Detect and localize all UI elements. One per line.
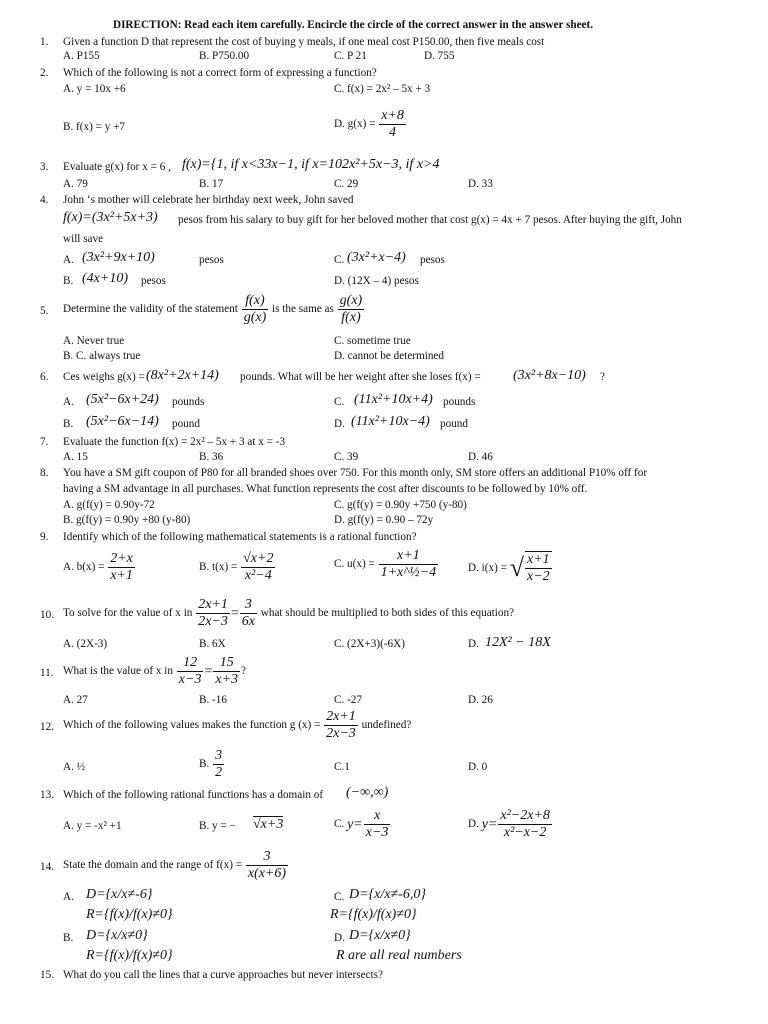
fraction bbox=[525, 551, 552, 585]
item-number: 7. bbox=[40, 436, 49, 448]
option-d: D. cannot be determined bbox=[334, 350, 444, 362]
fraction bbox=[246, 849, 288, 882]
question-text: Identify which of the following mathematical statements is a rational function? bbox=[63, 531, 417, 543]
option-b-label: B. t(x) = bbox=[199, 561, 238, 574]
savings-function: f(x)=(3x²+5x+3) bbox=[63, 210, 158, 225]
denominator: x−3 bbox=[178, 672, 202, 688]
option-c-unit: pounds bbox=[443, 396, 476, 408]
option-c bbox=[334, 548, 439, 581]
option-b-range: R={f(x)/f(x)≠0} bbox=[86, 948, 173, 963]
option-a-label: A. bbox=[63, 254, 74, 266]
option-d-label: D. bbox=[468, 818, 479, 831]
item-number: 12. bbox=[40, 721, 54, 733]
numerator: 12 bbox=[177, 655, 204, 672]
denominator: g(x) bbox=[243, 310, 267, 326]
option-d-label: D. bbox=[468, 638, 479, 650]
question-text: Which of the following is not a correct form of expressing a function? bbox=[63, 67, 377, 79]
question-text: What do you call the lines that a curve approaches but never intersects? bbox=[63, 969, 383, 981]
option-d-label: D. g(x) = bbox=[334, 118, 376, 131]
option-a-unit: pesos bbox=[199, 254, 224, 266]
option-b: B. 17 bbox=[199, 178, 224, 190]
option-b-label: B. bbox=[63, 932, 74, 944]
option-c-range: R={f(x)/f(x)≠0} bbox=[330, 907, 417, 922]
option-a: A. P155 bbox=[63, 50, 100, 62]
option-a-label: A. b(x) = bbox=[63, 561, 105, 574]
item-number: 15. bbox=[40, 969, 54, 981]
option-a-expr: (3x²+9x+10) bbox=[82, 250, 155, 265]
option-d-label: D. i(x) = bbox=[468, 561, 507, 574]
question-row bbox=[63, 293, 365, 326]
item-number: 3. bbox=[40, 161, 49, 173]
numerator: x+1 bbox=[525, 552, 552, 569]
option-c-label: C. bbox=[334, 818, 345, 831]
option-c: C. P 21 bbox=[334, 50, 367, 62]
option-a-label: A. bbox=[63, 891, 74, 903]
option-c-label: C. bbox=[334, 891, 345, 903]
option-b-expr: (4x+10) bbox=[82, 271, 128, 286]
denominator: x+3 bbox=[215, 672, 239, 688]
option-c: C. 29 bbox=[334, 178, 359, 190]
question-end: undefined? bbox=[361, 719, 412, 732]
option-c: C. g(f(y) = 0.90y +750 (y-80) bbox=[334, 499, 467, 511]
question-row bbox=[63, 849, 289, 882]
denominator: 6x bbox=[241, 614, 255, 630]
option-b: B. P750.00 bbox=[199, 50, 250, 62]
question-text: Given a function D that represent the cost of buying y meals, if one meal cost P150.00, then five meals cost bbox=[63, 36, 545, 48]
question-end: ? bbox=[600, 371, 605, 383]
option-d-range: R are all real numbers bbox=[336, 948, 462, 963]
question-text: To solve for the value of x in bbox=[63, 607, 193, 620]
option-b: B. -16 bbox=[199, 694, 227, 706]
option-a: A. 79 bbox=[63, 178, 88, 190]
option-b: B. f(x) = y +7 bbox=[63, 121, 126, 133]
option-d-expr: (11x²+10x−4) bbox=[351, 414, 430, 429]
denominator: 1+x^½−4 bbox=[380, 565, 437, 581]
denominator: x(x+6) bbox=[247, 866, 287, 882]
denominator: x−2 bbox=[527, 569, 550, 585]
item-number: 2. bbox=[40, 67, 49, 79]
question-text: Evaluate the function f(x) = 2x² – 5x + 3 at x = -3 bbox=[63, 436, 286, 448]
option-d-expr: y= bbox=[481, 816, 498, 832]
option-d-domain: D={x/x≠0} bbox=[349, 928, 411, 943]
option-a: A. (2X-3) bbox=[63, 638, 108, 650]
option-b-unit: pesos bbox=[141, 275, 166, 287]
option-d: D. 26 bbox=[468, 694, 493, 706]
fraction bbox=[196, 597, 230, 630]
option-c: C. 39 bbox=[334, 451, 359, 463]
option-a-domain: D={x/x≠-6} bbox=[86, 887, 153, 902]
item-number: 1. bbox=[40, 36, 49, 48]
option-c: C.1 bbox=[334, 761, 350, 773]
option-b bbox=[199, 551, 276, 584]
option-c: C. f(x) = 2x² – 5x + 3 bbox=[334, 83, 431, 95]
option-d bbox=[468, 808, 553, 841]
item-number: 8. bbox=[40, 467, 49, 479]
option-b: B. g(f(y) = 0.90y +80 (y-80) bbox=[63, 514, 191, 526]
option-c-domain: D={x/x≠-6,0} bbox=[349, 887, 426, 902]
fraction bbox=[213, 748, 224, 781]
fraction bbox=[108, 551, 135, 584]
option-a-unit: pounds bbox=[172, 396, 205, 408]
item-number: 14. bbox=[40, 861, 54, 873]
option-b-expr: √x+3 bbox=[253, 817, 284, 832]
question-text: State the domain and the range of f(x) = bbox=[63, 859, 243, 872]
numerator: 15 bbox=[213, 655, 240, 672]
option-a-range: R={f(x)/f(x)≠0} bbox=[86, 907, 173, 922]
option-d-expr: 12X² − 18X bbox=[485, 635, 551, 650]
numerator: x+8 bbox=[379, 108, 406, 125]
option-b-unit: pound bbox=[172, 418, 200, 430]
item-number: 5. bbox=[40, 305, 49, 317]
option-d-label: D. bbox=[334, 932, 345, 944]
option-d: D. 46 bbox=[468, 451, 493, 463]
numerator: x bbox=[364, 808, 391, 825]
fraction bbox=[364, 808, 391, 841]
option-a: A. 27 bbox=[63, 694, 88, 706]
option-b-label: B. y = − bbox=[199, 820, 236, 832]
weight-expr: (8x²+2x+14) bbox=[146, 368, 219, 383]
numerator: 2x+1 bbox=[196, 597, 230, 614]
denominator: 2x−3 bbox=[198, 614, 228, 630]
question-text: What is the value of x in bbox=[63, 665, 173, 678]
item-number: 4. bbox=[40, 194, 49, 206]
domain-expr: (−∞,∞) bbox=[346, 785, 389, 800]
question-row bbox=[63, 597, 514, 630]
denominator: f(x) bbox=[341, 310, 361, 326]
question-text-cont: having a SM advantage in all purchases. What function represents the cost after discounts to be followed by 10% off. bbox=[63, 483, 588, 495]
question-text: Which of the following values makes the function g (x) = bbox=[63, 719, 321, 732]
option-c-label: C. u(x) = bbox=[334, 558, 375, 571]
question-text: Which of the following rational functions has a domain of bbox=[63, 789, 324, 801]
option-b-label: B. bbox=[63, 418, 74, 430]
question-end: ? bbox=[241, 665, 246, 678]
option-c-expr: (3x²+x−4) bbox=[347, 250, 406, 265]
option-a: A. y = 10x +6 bbox=[63, 83, 126, 95]
denominator: x²−x−2 bbox=[503, 825, 547, 841]
numerator: 2x+1 bbox=[324, 709, 358, 726]
option-a: A. ½ bbox=[63, 761, 86, 773]
numerator: x²−2x+8 bbox=[498, 808, 552, 825]
fraction bbox=[177, 655, 204, 688]
option-d: D. 755 bbox=[424, 50, 455, 62]
option-d-label: D. bbox=[334, 418, 345, 430]
numerator: 3 bbox=[240, 597, 257, 614]
question-text: John ‘s mother will celebrate her birthday next week, John saved bbox=[63, 194, 354, 206]
option-a bbox=[63, 551, 136, 584]
question-end: what should be multiplied to both sides of this equation? bbox=[260, 607, 515, 620]
item-number: 10. bbox=[40, 609, 54, 621]
question-text-cont: pesos from his salary to buy gift for her beloved mother that cost g(x) = 4x + 7 pesos. After buying the gift, John bbox=[178, 214, 682, 226]
option-c-expr: (11x²+10x+4) bbox=[354, 392, 433, 407]
option-d bbox=[334, 108, 407, 141]
option-c-label: C. bbox=[334, 396, 345, 408]
denominator: x−3 bbox=[365, 825, 389, 841]
fraction bbox=[338, 293, 365, 326]
fraction bbox=[242, 293, 269, 326]
direction-heading: DIRECTION: Read each item carefully. Encircle the circle of the correct answer in the answer sheet. bbox=[113, 19, 594, 31]
option-a-expr: (5x²−6x+24) bbox=[86, 392, 159, 407]
item-number: 11. bbox=[40, 667, 54, 679]
numerator: x+1 bbox=[379, 548, 439, 565]
numerator: f(x) bbox=[242, 293, 269, 310]
numerator: 2+x bbox=[108, 551, 135, 568]
sqrt-symbol: √ bbox=[509, 553, 525, 583]
option-b-label: B. bbox=[199, 758, 210, 771]
fraction bbox=[498, 808, 552, 841]
fraction bbox=[379, 108, 406, 141]
option-c: C. (2X+3)(-6X) bbox=[334, 638, 405, 650]
option-b bbox=[199, 748, 225, 781]
question-text: Ces weighs g(x) = bbox=[63, 371, 145, 383]
option-c-label: C. bbox=[334, 254, 345, 266]
option-b-domain: D={x/x≠0} bbox=[86, 928, 148, 943]
option-b: B. C. always true bbox=[63, 350, 141, 362]
option-d: D. (12X – 4) pesos bbox=[334, 275, 419, 287]
question-row bbox=[63, 709, 411, 742]
piecewise-function: f(x)={1, if x<33x−1, if x=102x²+5x−3, if x>4 bbox=[182, 157, 440, 172]
option-c-expr: y= bbox=[347, 816, 363, 832]
option-d: D. 33 bbox=[468, 178, 493, 190]
fraction bbox=[213, 655, 240, 688]
option-b: B. 6X bbox=[199, 638, 226, 650]
option-a: A. Never true bbox=[63, 335, 125, 347]
item-number: 9. bbox=[40, 531, 49, 543]
numerator: 3 bbox=[246, 849, 288, 866]
denominator: 4 bbox=[389, 125, 397, 141]
denominator: x²−4 bbox=[244, 568, 272, 584]
fraction bbox=[379, 548, 439, 581]
question-text: Evaluate g(x) for x = 6 , bbox=[63, 161, 171, 173]
option-a-label: A. bbox=[63, 396, 74, 408]
option-c: C. sometime true bbox=[334, 335, 411, 347]
equals-sign: = bbox=[230, 605, 239, 621]
option-d bbox=[468, 551, 553, 585]
option-b-label: B. bbox=[63, 275, 74, 287]
option-c bbox=[334, 808, 391, 841]
option-c-unit: pesos bbox=[420, 254, 445, 266]
item-number: 13. bbox=[40, 789, 54, 801]
fraction bbox=[240, 597, 257, 630]
question-text-mid: pounds. What will be her weight after she loses f(x) = bbox=[240, 371, 481, 383]
numerator: 3 bbox=[213, 748, 224, 765]
option-a: A. 15 bbox=[63, 451, 88, 463]
option-b: B. 36 bbox=[199, 451, 224, 463]
question-text: You have a SM gift coupon of P80 for all branded shoes over 750. For this month only, SM store offers an additional P10% off for bbox=[63, 467, 648, 479]
option-a: A. g(f(y) = 0.90y-72 bbox=[63, 499, 155, 511]
fraction bbox=[241, 551, 275, 584]
question-row bbox=[63, 655, 246, 688]
denominator: x+1 bbox=[110, 568, 133, 584]
equals-sign: = bbox=[204, 663, 213, 679]
option-d-unit: pound bbox=[440, 418, 468, 430]
question-text-cont: will save bbox=[63, 233, 104, 245]
item-number: 6. bbox=[40, 371, 49, 383]
denominator: 2x−3 bbox=[326, 726, 356, 742]
option-a: A. y = -x² +1 bbox=[63, 820, 122, 832]
numerator: g(x) bbox=[338, 293, 365, 310]
denominator: 2 bbox=[215, 765, 223, 781]
question-text: Determine the validity of the statement bbox=[63, 303, 238, 316]
option-c: C. -27 bbox=[334, 694, 362, 706]
loss-expr: (3x²+8x−10) bbox=[513, 368, 586, 383]
question-text-mid: is the same as bbox=[272, 303, 334, 316]
fraction bbox=[324, 709, 358, 742]
option-b-expr: (5x²−6x−14) bbox=[86, 414, 159, 429]
numerator: √x+2 bbox=[241, 551, 275, 568]
option-d: D. g(f(y) = 0.90 – 72y bbox=[334, 514, 434, 526]
option-d: D. 0 bbox=[468, 761, 488, 773]
